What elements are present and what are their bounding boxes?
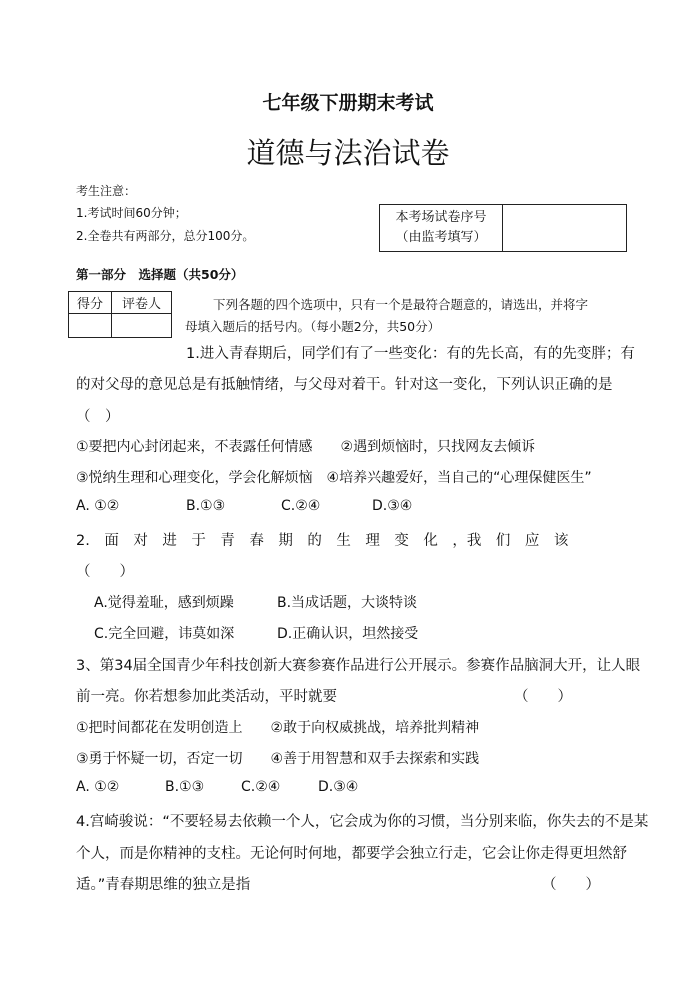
q3-option-b: B.①③ bbox=[165, 779, 205, 795]
paper-title: 道德与法治试卷 bbox=[246, 136, 450, 170]
seat-number-line1: 本考场试卷序号 bbox=[395, 210, 487, 225]
q1-paren: （ ） bbox=[76, 409, 120, 425]
q2-paren: （ ） bbox=[76, 564, 134, 580]
q1-line-2: 的对父母的意见总是有抵触情绪，与父母对着干。针对这一变化，下列认识正确的是 bbox=[76, 377, 613, 393]
q1-option-d: D.③④ bbox=[372, 498, 413, 514]
q3-option-c: C.②④ bbox=[241, 779, 281, 795]
q3-paren: （ ） bbox=[514, 689, 572, 705]
q3-statement-1: ①把时间都花在发明创造上 ②敢于向权威挑战，培养批判精神 bbox=[76, 720, 480, 736]
seat-number-line2: （由监考填写） bbox=[395, 230, 487, 245]
q2-option-d: D.正确认识，坦然接受 bbox=[277, 626, 419, 642]
seat-number-field[interactable] bbox=[503, 205, 627, 252]
q4-line-3: 适。”青春期思维的独立是指 bbox=[76, 877, 251, 893]
q4-paren: （ ） bbox=[542, 877, 600, 893]
q3-option-d: D.③④ bbox=[318, 779, 359, 795]
notice-item-1: 1.考试时间60分钟； bbox=[76, 206, 187, 220]
q4-line-2: 个人，而是你精神的支柱。无论何时何地，都要学会独立行走，它会让你走得更坦然舒 bbox=[76, 846, 627, 862]
q1-statement-2: ③悦纳生理和心理变化，学会化解烦恼 ④培养兴趣爱好，当自己的“心理保健医生” bbox=[76, 470, 592, 486]
exam-title: 七年级下册期末考试 bbox=[262, 92, 434, 114]
seat-number-box bbox=[379, 204, 627, 252]
q1-option-b: B.①③ bbox=[186, 498, 226, 514]
q2-stem: 2. 面 对 进 于 青 春 期 的 生 理 变 化 ，我 们 应 该 bbox=[76, 533, 569, 549]
score-table bbox=[68, 291, 172, 338]
q2-option-c: C.完全回避，讳莫如深 bbox=[94, 626, 235, 642]
score-cell[interactable] bbox=[69, 314, 112, 338]
notice-item-2: 2.全卷共有两部分，总分100分。 bbox=[76, 229, 255, 243]
q1-option-c: C.②④ bbox=[281, 498, 321, 514]
q3-line-2: 前一亮。你若想参加此类活动，平时就要 bbox=[76, 689, 337, 705]
q1-statement-1: ①要把内心封闭起来，不表露任何情感 ②遇到烦恼时，只找网友去倾诉 bbox=[76, 439, 536, 455]
q1-option-a: A. ①② bbox=[76, 498, 120, 514]
q3-option-a: A. ①② bbox=[76, 779, 120, 795]
q4-line-1: 4.宫崎骏说：“不要轻易去依赖一个人，它会成为你的习惯，当分别来临，你失去的不是某 bbox=[76, 814, 649, 830]
score-header: 得分 bbox=[69, 292, 112, 314]
grader-header: 评卷人 bbox=[112, 292, 172, 314]
seat-number-label bbox=[380, 205, 503, 252]
q2-option-a: A.觉得羞耻，感到烦躁 bbox=[94, 595, 234, 611]
part1-title: 第一部分 选择题（共50分） bbox=[76, 267, 244, 282]
grader-cell[interactable] bbox=[112, 314, 172, 338]
q3-statement-2: ③勇于怀疑一切，否定一切 ④善于用智慧和双手去探索和实践 bbox=[76, 751, 480, 767]
q2-option-b: B.当成话题，大谈特谈 bbox=[277, 595, 418, 611]
notice-heading: 考生注意： bbox=[76, 184, 137, 198]
q1-line-1: 1.进入青春期后，同学们有了一些变化：有的先长高，有的先变胖；有 bbox=[186, 346, 635, 362]
instruction-line-2: 母填入题后的括号内。（每小题2分，共50分） bbox=[185, 319, 441, 334]
instruction-line-1: 下列各题的四个选项中，只有一个是最符合题意的，请选出，并将字 bbox=[213, 297, 589, 312]
q3-line-1: 3、第34届全国青少年科技创新大赛参赛作品进行公开展示。参赛作品脑洞大开，让人眼 bbox=[76, 658, 641, 674]
